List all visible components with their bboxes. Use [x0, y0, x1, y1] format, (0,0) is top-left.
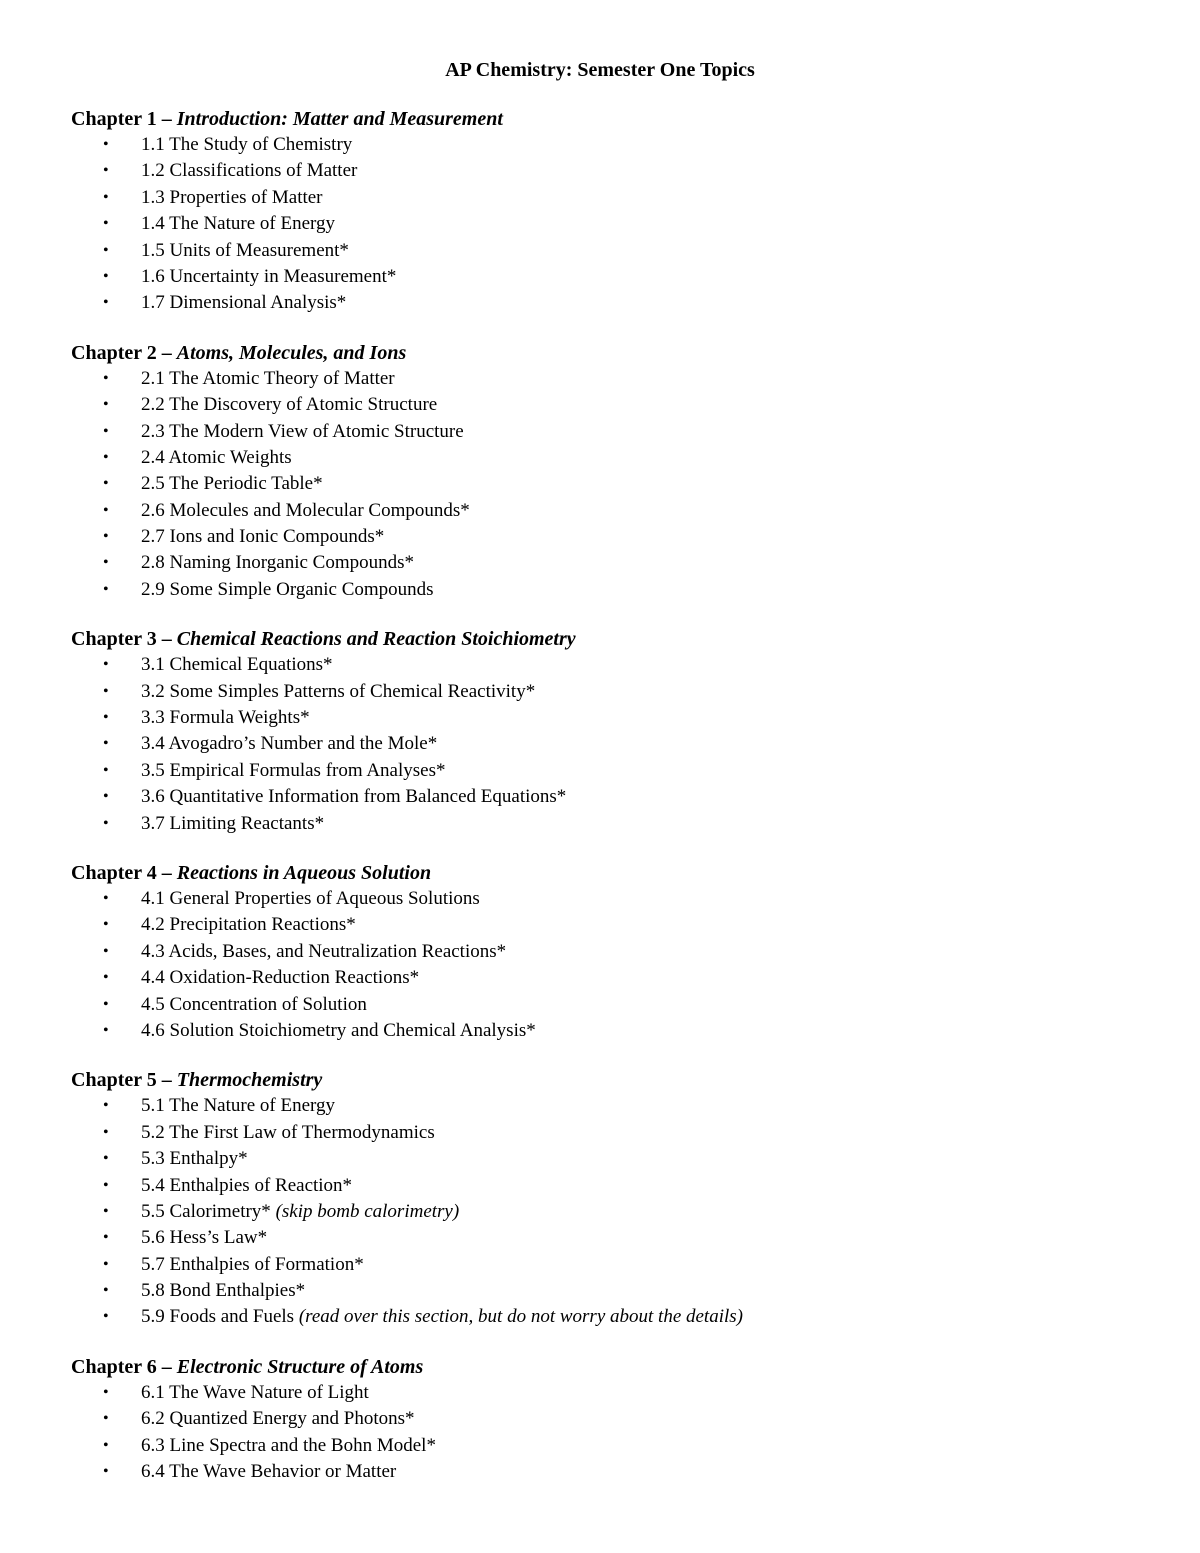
topic-item	[71, 1173, 1151, 1199]
topic-text: 4.6 Solution Stoichiometry and Chemical Analysis*	[141, 1019, 536, 1041]
bullet-icon: •	[103, 1176, 109, 1194]
bullet-icon: •	[103, 528, 109, 546]
topic-item	[71, 912, 1151, 938]
topic-text: 6.1 The Wave Nature of Light	[141, 1381, 369, 1403]
chapter-label: Chapter 6 –	[71, 1355, 177, 1378]
topic-list	[71, 366, 1151, 604]
bullet-icon: •	[103, 656, 109, 674]
chapter-subtitle: Electronic Structure of Atoms	[176, 1355, 424, 1378]
bullet-icon: •	[103, 1383, 109, 1401]
topic-list	[71, 652, 1151, 837]
topic-item	[71, 965, 1151, 991]
topic-item	[71, 524, 1151, 550]
topic-text: 4.4 Oxidation-Reduction Reactions*	[141, 967, 420, 989]
bullet-icon: •	[103, 942, 109, 960]
topic-text: 2.1 The Atomic Theory of Matter	[141, 367, 395, 389]
chapter-heading	[71, 340, 1151, 366]
bullet-icon: •	[103, 188, 109, 206]
topic-item	[71, 939, 1151, 965]
bullet-icon: •	[103, 369, 109, 387]
chapter-section	[71, 860, 1151, 1044]
bullet-icon: •	[103, 1282, 109, 1300]
bullet-icon: •	[103, 554, 109, 572]
bullet-icon: •	[103, 995, 109, 1013]
topic-text: 5.3 Enthalpy*	[141, 1148, 248, 1170]
topic-text: 3.6 Quantitative Information from Balanced Equations*	[141, 786, 567, 808]
bullet-icon: •	[103, 682, 109, 700]
topic-item	[71, 758, 1151, 784]
topic-item	[71, 392, 1151, 418]
chapter-subtitle: Thermochemistry	[176, 1069, 323, 1092]
topic-list	[71, 1093, 1151, 1331]
topic-text: 5.6 Hess’s Law*	[141, 1227, 268, 1249]
topic-text: 3.7 Limiting Reactants*	[141, 812, 325, 834]
topic-item	[71, 1459, 1151, 1485]
topic-item	[71, 1252, 1151, 1278]
topic-text: 1.5 Units of Measurement*	[141, 239, 349, 261]
topic-text: 4.5 Concentration of Solution	[141, 993, 367, 1015]
topic-text: 2.8 Naming Inorganic Compounds*	[141, 552, 415, 574]
topic-note: (skip bomb calorimetry)	[275, 1200, 460, 1222]
topic-item	[71, 886, 1151, 912]
chapter-heading	[71, 860, 1151, 886]
bullet-icon: •	[103, 1410, 109, 1428]
topic-item	[71, 1380, 1151, 1406]
topic-text: 5.7 Enthalpies of Formation*	[141, 1253, 364, 1275]
chapter-heading	[71, 106, 1151, 132]
topic-item	[71, 1304, 1151, 1330]
chapter-heading	[71, 1067, 1151, 1093]
topic-note: (read over this section, but do not worry about the details)	[298, 1306, 743, 1328]
topic-item	[71, 1225, 1151, 1251]
bullet-icon: •	[103, 215, 109, 233]
topic-item	[71, 498, 1151, 524]
topic-text: 3.1 Chemical Equations*	[141, 654, 333, 676]
bullet-icon: •	[103, 969, 109, 987]
topic-item	[71, 577, 1151, 603]
bullet-icon: •	[103, 396, 109, 414]
topic-text: 2.5 The Periodic Table*	[141, 473, 323, 495]
bullet-icon: •	[103, 1463, 109, 1481]
topic-item	[71, 366, 1151, 392]
bullet-icon: •	[103, 1255, 109, 1273]
bullet-icon: •	[103, 889, 109, 907]
bullet-icon: •	[103, 1021, 109, 1039]
chapter-label: Chapter 1 –	[71, 108, 177, 130]
topic-text: 2.2 The Discovery of Atomic Structure	[141, 394, 438, 416]
topic-text: 4.1 General Properties of Aqueous Solutions	[141, 887, 480, 909]
topic-list	[71, 132, 1151, 317]
topic-text: 1.1 The Study of Chemistry	[141, 134, 353, 155]
topic-text: 1.3 Properties of Matter	[141, 186, 323, 208]
topic-text: 3.3 Formula Weights*	[141, 707, 310, 729]
topic-item	[71, 705, 1151, 731]
topic-item	[71, 471, 1151, 497]
topic-item	[71, 731, 1151, 757]
chapter-label: Chapter 2 –	[71, 341, 177, 364]
topic-text: 6.4 The Wave Behavior or Matter	[141, 1461, 397, 1483]
topic-text: 2.9 Some Simple Organic Compounds	[141, 578, 434, 600]
topic-item	[71, 1093, 1151, 1119]
topic-item	[71, 185, 1151, 211]
chapter-heading	[71, 626, 1151, 652]
bullet-icon: •	[103, 475, 109, 493]
bullet-icon: •	[103, 1436, 109, 1454]
chapter-section	[71, 106, 1151, 317]
topic-item	[71, 445, 1151, 471]
topic-text: 2.6 Molecules and Molecular Compounds*	[141, 499, 470, 521]
topic-text: 5.5 Calorimetry*	[141, 1200, 276, 1222]
topic-item	[71, 238, 1151, 264]
topic-item	[71, 211, 1151, 237]
topic-item	[71, 290, 1151, 316]
bullet-icon: •	[103, 788, 109, 806]
topic-item	[71, 679, 1151, 705]
chapter-list	[71, 106, 1151, 1508]
topic-list	[71, 1380, 1151, 1486]
bullet-icon: •	[103, 1123, 109, 1141]
topic-text: 6.2 Quantized Energy and Photons*	[141, 1408, 415, 1430]
topic-item	[71, 1278, 1151, 1304]
topic-item	[71, 652, 1151, 678]
chapter-section	[71, 626, 1151, 837]
topic-item	[71, 1433, 1151, 1459]
chapter-section	[71, 1067, 1151, 1331]
chapter-heading	[71, 1354, 1151, 1380]
chapter-label: Chapter 5 –	[71, 1069, 177, 1092]
bullet-icon: •	[103, 709, 109, 727]
topic-text: 5.2 The First Law of Thermodynamics	[141, 1121, 435, 1143]
topic-text: 3.2 Some Simples Patterns of Chemical Reactivity*	[141, 680, 536, 702]
topic-item	[71, 1406, 1151, 1432]
topic-item	[71, 811, 1151, 837]
bullet-icon: •	[103, 241, 109, 259]
topic-text: 6.3 Line Spectra and the Bohn Model*	[141, 1434, 436, 1456]
topic-text: 5.8 Bond Enthalpies*	[141, 1280, 306, 1302]
chapter-label: Chapter 4 –	[71, 861, 177, 884]
bullet-icon: •	[103, 1308, 109, 1326]
topic-text: 2.7 Ions and Ionic Compounds*	[141, 526, 385, 548]
bullet-icon: •	[103, 448, 109, 466]
chapter-subtitle: Atoms, Molecules, and Ions	[176, 341, 407, 364]
document-title: AP Chemistry: Semester One Topics	[445, 59, 755, 81]
topic-text: 2.3 The Modern View of Atomic Structure	[141, 420, 464, 442]
chapter-subtitle: Introduction: Matter and Measurement	[176, 108, 503, 130]
topic-text: 1.2 Classifications of Matter	[141, 160, 358, 182]
topic-item	[71, 264, 1151, 290]
topic-text: 1.6 Uncertainty in Measurement*	[141, 265, 397, 287]
topic-text: 4.3 Acids, Bases, and Neutralization Reactions*	[141, 940, 507, 962]
topic-item	[71, 158, 1151, 184]
topic-item	[71, 1199, 1151, 1225]
topic-item	[71, 784, 1151, 810]
topic-text: 2.4 Atomic Weights	[141, 446, 292, 468]
chapter-section	[71, 1354, 1151, 1486]
topic-item	[71, 1146, 1151, 1172]
chapter-section	[71, 340, 1151, 604]
topic-text: 3.5 Empirical Formulas from Analyses*	[141, 759, 446, 781]
bullet-icon: •	[103, 1229, 109, 1247]
topic-text: 3.4 Avogadro’s Number and the Mole*	[141, 733, 438, 755]
bullet-icon: •	[103, 294, 109, 312]
chapter-subtitle: Chemical Reactions and Reaction Stoichiometry	[176, 628, 576, 651]
bullet-icon: •	[103, 916, 109, 934]
topic-item	[71, 1120, 1151, 1146]
topic-text: 1.7 Dimensional Analysis*	[141, 292, 347, 314]
bullet-icon: •	[103, 1097, 109, 1115]
topic-text: 5.1 The Nature of Energy	[141, 1095, 335, 1117]
topic-item	[71, 550, 1151, 576]
bullet-icon: •	[103, 1202, 109, 1220]
bullet-icon: •	[103, 735, 109, 753]
topic-text: 5.9 Foods and Fuels	[141, 1306, 299, 1328]
chapter-subtitle: Reactions in Aqueous Solution	[176, 861, 432, 884]
bullet-icon: •	[103, 501, 109, 519]
bullet-icon: •	[103, 761, 109, 779]
topic-text: 5.4 Enthalpies of Reaction*	[141, 1174, 353, 1196]
topic-item	[71, 1018, 1151, 1044]
topic-list	[71, 886, 1151, 1044]
topic-text: 1.4 The Nature of Energy	[141, 213, 335, 235]
topic-item	[71, 992, 1151, 1018]
bullet-icon: •	[103, 580, 109, 598]
topic-text: 4.2 Precipitation Reactions*	[141, 914, 356, 936]
bullet-icon: •	[103, 136, 109, 153]
topic-item	[71, 132, 1151, 158]
bullet-icon: •	[103, 162, 109, 180]
bullet-icon: •	[103, 814, 109, 832]
bullet-icon: •	[103, 422, 109, 440]
bullet-icon: •	[103, 1150, 109, 1168]
bullet-icon: •	[103, 267, 109, 285]
chapter-label: Chapter 3 –	[71, 628, 177, 651]
topic-item	[71, 419, 1151, 445]
